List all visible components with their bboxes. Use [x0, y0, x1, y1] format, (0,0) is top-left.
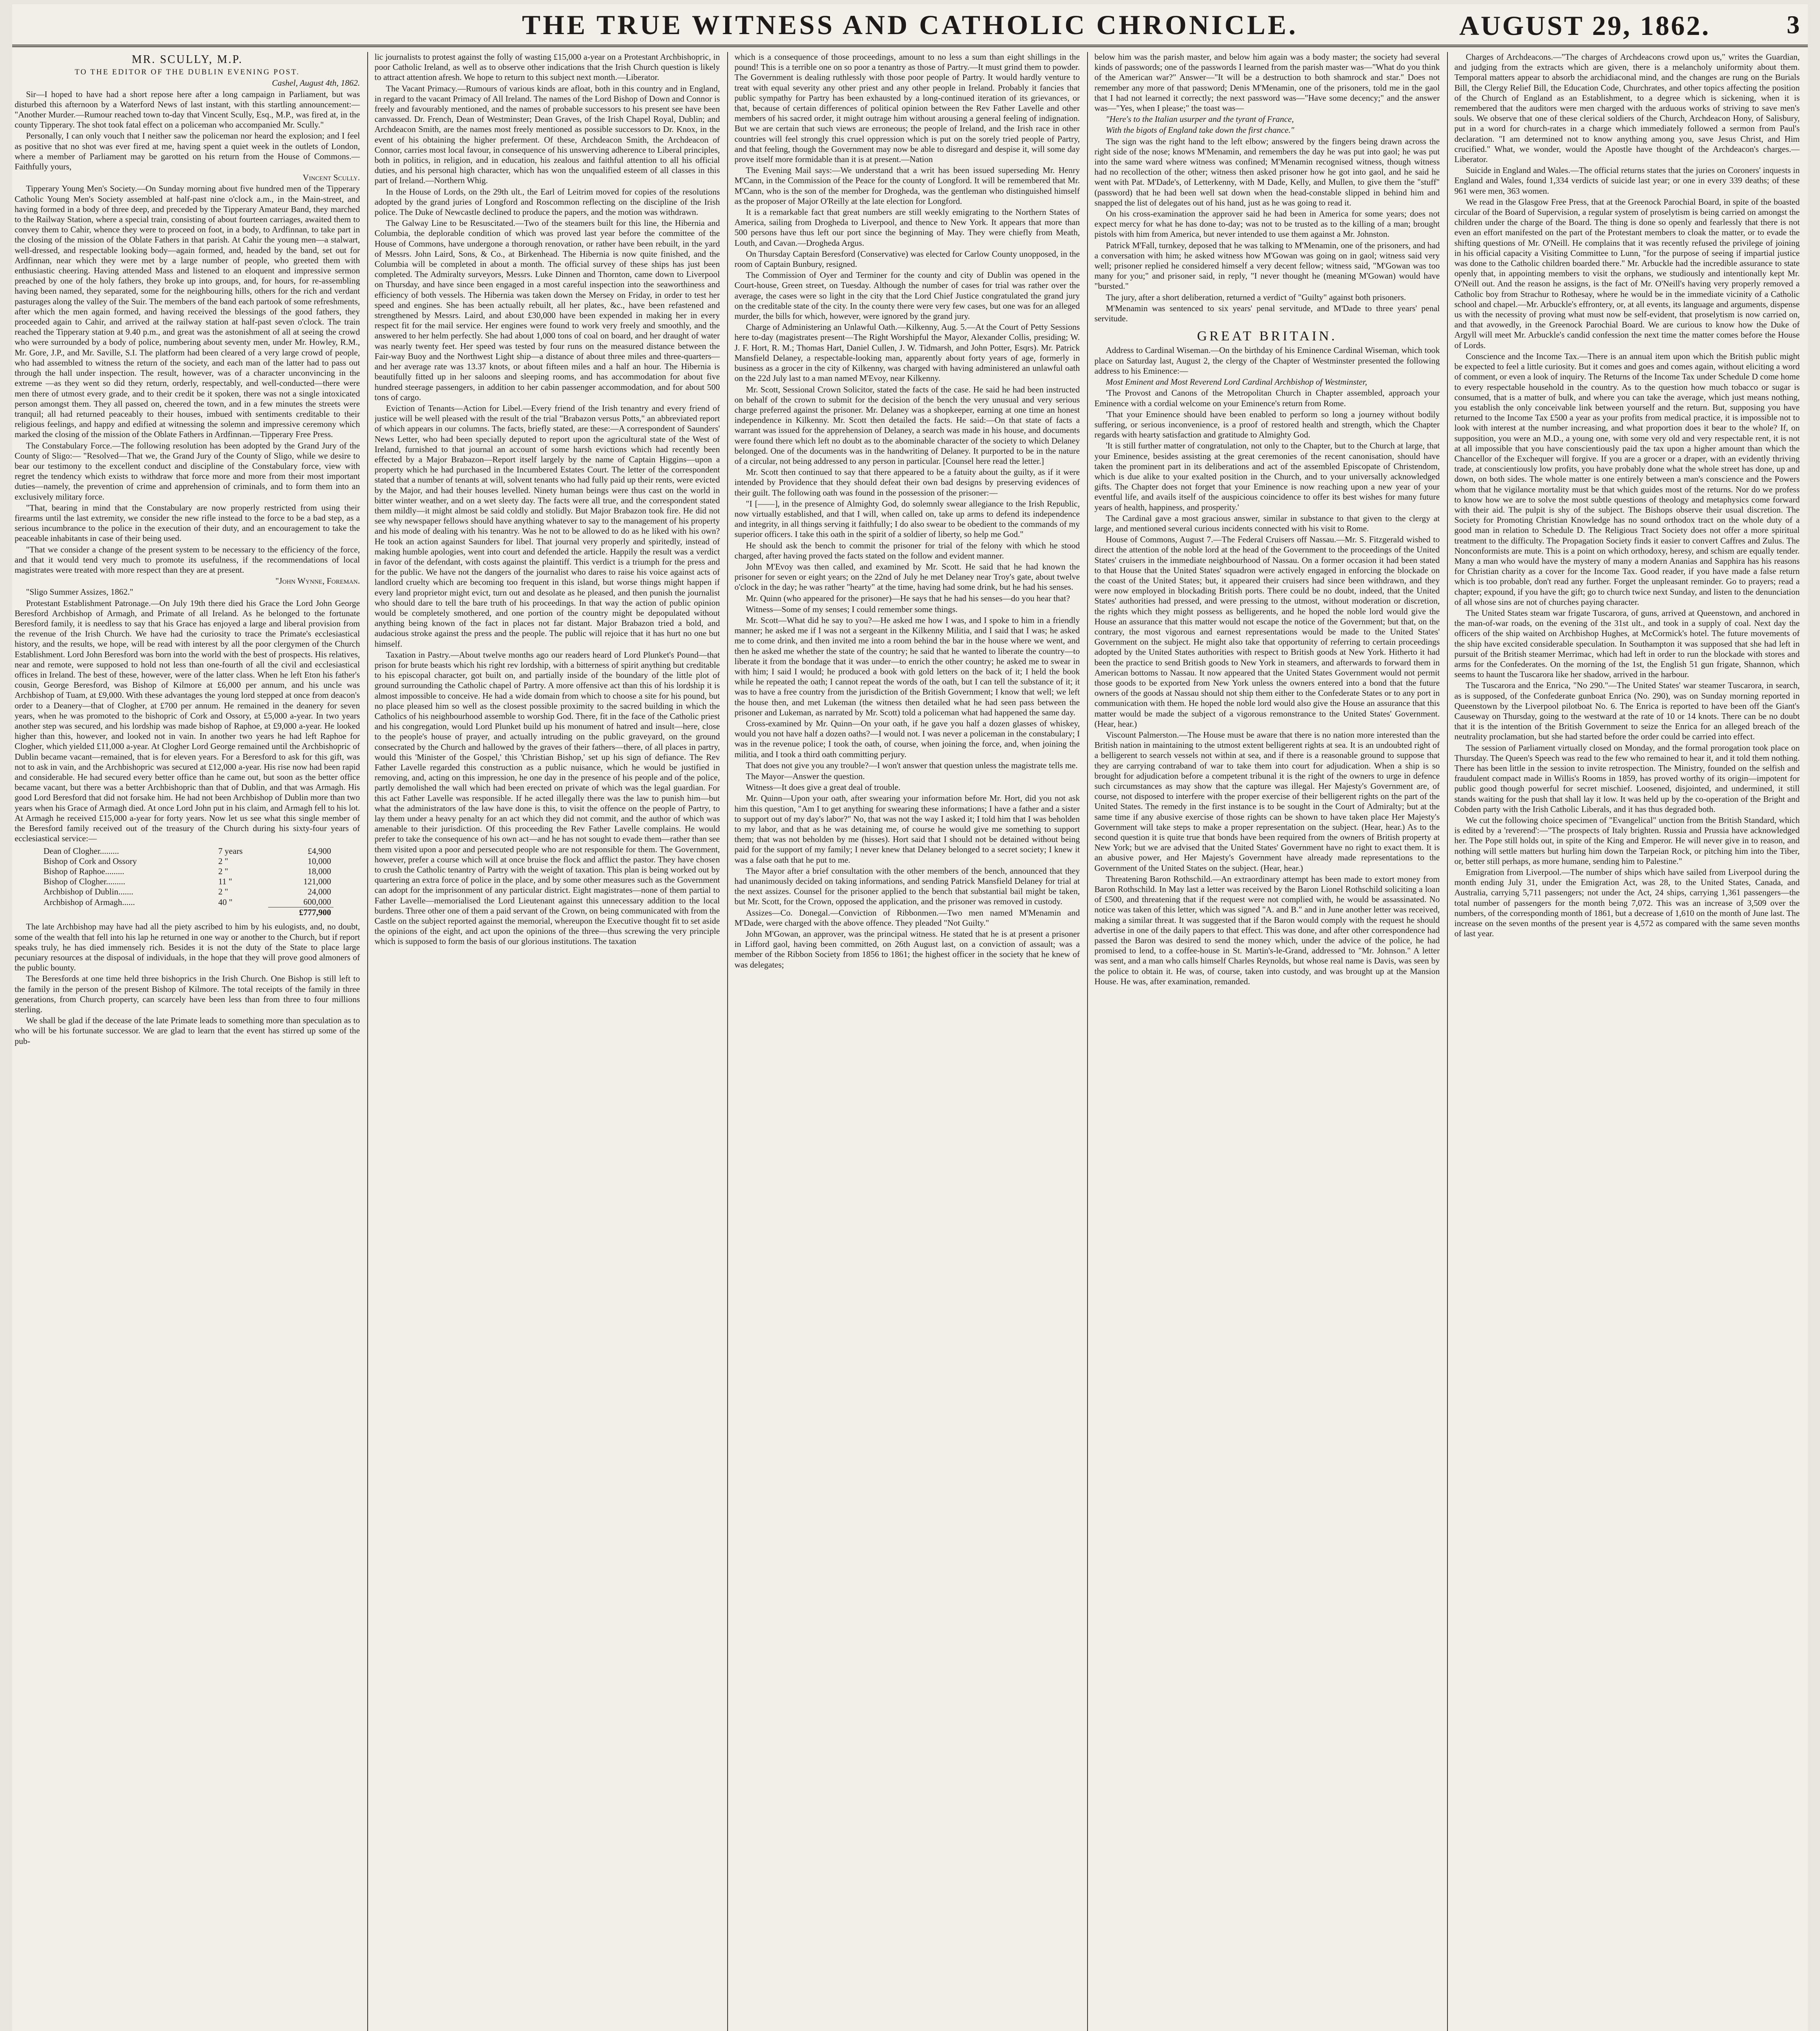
paragraph: The Commission of Oyer and Terminer for the county and city of Dublin was opened in the Court-house, Green street, on Tuesday. Although the number of cases for trial was rather over the average, the cases were so light in the city that the Lord Chief Justice congratulated the grand jury on the creditable state of the city. In the county there were very few cases, but one was for an alleged murder, the bills for which, however, were ignored by the grand jury.	[734, 270, 1080, 321]
paragraph: M'Menamin was sentenced to six years' penal servitude, and M'Dade to three years' penal servitude.	[1094, 303, 1440, 324]
paragraph: "That we consider a change of the present system to be necessary to the efficiency of the force, and that it would tend very much to promote its usefulness, if the recommendations of local magistrates were treated with more respect than they are at present.	[15, 544, 360, 575]
paragraph: Threatening Baron Rothschild.—An extraordinary attempt has been made to extort money from Baron Rothschild. In May last a letter was received by the Baron Lionel Rothschild soliciting a loan of £500, and threatening that if the request were not complied with, he would be assassinated. No notice was taken of this letter, which was signed "A. and B." and in June another letter was received, making a similar threat. It was suggested that if the Baron would comply with the request he should advertise in one of the daily papers to that effect. This was done, and after other correspondence had passed the Baron was desired to send the money which, under the advice of the police, he had promised to lend, to a coffee-house in St. Martin's-le-Grand, addressed to "Mr. Johnson." A letter was sent, and a man who calls himself Charles Reynolds, but whose real name is Davis, was seen by the police to obtain it. He was, of course, taken into custody, and was brought up at the Mansion House. He was, after examination, remanded.	[1094, 874, 1440, 986]
paragraph: The Cardinal gave a most gracious answer, similar in substance to that given to the clergy at large, and mentioned several curious incidents connected with his visit to Rome.	[1094, 513, 1440, 533]
table-row	[41, 866, 334, 877]
paragraph: Protestant Establishment Patronage.—On July 19th there died his Grace the Lord John George Beresford Archbishop of Armagh, and Primate of all Ireland. As he belonged to the fortunate Beresford family, it is needless to say that his Grace has enjoyed a large and liberal provision from the revenue of the Irish Church. We have had the curiosity to trace the Primate's ecclesiastical history, and the results, we hope, will be read with interest by all the poor clergymen of the Church Establishment. Lord John Beresford was born into the world with the best of prospects. His relatives, near and remote, were supposed to hold not less than one-fourth of all the civil and ecclesiastical offices in Ireland. The best of these, however, were of the latter class. When he left Eton his father's cousin, George Beresford, was Bishop of Kilmore at £6,000 per annum, and his uncle was Archbishop of Tuam, at £9,000. With these advantages the young lord stepped at once from deacon's order to a Deanery—that of Clogher, at £700 per annum. He remained in the deanery for seven years, when he was promoted to the bishopric of Cork and Ossory, at £5,000 a-year. In two years another step was secured, and his lordship was made bishop of Raphoe, at £9,000 a-year. He looked higher than this, however, and looked not in vain. In another two years he had left Raphoe for Clogher, which yielded £11,000 a-year. At Clogher Lord George remained until the Archbishopric of Dublin became vacant—remained, that is for eleven years. For a Beresford to ask for this gift, was not to ask in vain, and the Archbishopric was secured at £12,000 a-year. His rise now had been rapid and considerable. He had secured every better office than he came out, but soon as the better office became vacant, but there was a better Archbishopric than that of Dublin, and that was Armagh. His good Lord Beresford that did not forsake him. He had not been Archbishop of Dublin more than two years when his Grace of Armagh died. At once Lord John put in his claim, and Armagh fell to his lot. At Armagh he received £15,000 a-year for forty years. Now let us see what this single member of the Beresford family received out of the treasury of the Church during his sixty-four years of ecclesiastical service:—	[15, 598, 360, 844]
article-subheading: TO THE EDITOR OF THE DUBLIN EVENING POST.	[74, 68, 300, 77]
paragraph: 'That your Eminence should have been enabled to perform so long a journey without bodily suffering, or serious inconvenience, is a proof of restored health and strength, which the Chapter regards with hearty satisfaction and gratitude to Almighty God.	[1094, 409, 1440, 440]
table-row	[41, 856, 334, 866]
paragraph: Taxation in Pastry.—About twelve months ago our readers heard of Lord Plunket's Pound—that prison for brute beasts which his right rev lordship, with a bitterness of spirit anything but creditable to his episcopal character, got built on, and partially inside of the boundary of the little plot of ground surrounding the Catholic chapel of Partry. A more offensive act than this of his lordship it is almost impossible to conceive. He had a wide domain from which to choose a site for his pound, but no place pleased him so well as the closest possible proximity to the sacred building in which the Catholics of his neighbourhood assemble to worship God. There, fit in the face of the Catholic priest and his congregation, would Lord Plunket build up his monument of hatred and insult—here, close to the people's house of prayer, and actually intruding on the public graveyard, on the ground consecrated by the Church and hallowed by the graves of their fathers—there, of all places in partry, would this 'Minister of the Gospel,' this 'Christian Bishop,' set up his sign of defiance. The Rev Father Lavelle regarded this construction as a public nuisance, which he would be justified in removing, and, acting on this impression, he one day in the presence of his people and of the police, partly demolished the wall which had been erected on private of which was the legal guardian. For this act Father Lavelle was responsible. If he acted illegally there was the law to punish him—but what the administrators of the law have done is this, to visit the offence on the people of Partry, to lay them under a heavy penalty for an act which they did not commit, and the author of which was amenable to their jurisdiction. Of this proceeding the Rev Father Lavelle complains. He would prefer to take the consequence of his own act—and he has not sought to evade them—rather than see them visited upon a poor and persecuted people who are not responsible for them. The Government, however, prefer a course which will at once bruise the flock and afflict the pastor. They have chosen to crush the Catholic tenantry of Partry with the weight of taxation. This plan is being worked out by quartering an extra force of police in the place, and by some other measures such as the Government can adopt for the imprisonment of any particular district. Eight magistrates—none of them partial to Father Lavelle—memorialised the Lord Lieutenant against this unnecessary addition to the local burdens. Three other one of them a paid servant of the Crown, on being communicated with from the Castle on the subject reported against the memorial, whereupon the Executive thought fit to set aside the opinions of the eight, and act upon the opinions of the three—thus screwing the very principle which is supposed to form the basis of our glorious institutions. The taxation	[375, 650, 720, 946]
paragraph: The sign was the right hand to the left elbow; answered by the fingers being drawn across the right side of the nose; knows M'Menamin, and remembers the day he was put into gaol; he was put into the same ward where witness was confined; M'Menamin recognised witness, though witness had no recollection of the other; witness then asked prisoner how he got into gaol, and he said he went with Pat. M'Dade's, of Letterkenny, with M Dade, Kelly, and Mullen, to give them the "stuff" (password) that he had been well sat down when the head-constable slipped in behind him and snapped the list of delegates out of his hand, just as he was going to read it.	[1094, 136, 1440, 208]
dateline: Cashel, August 4th, 1862.	[272, 78, 360, 88]
table-cell: 18,000	[308, 866, 331, 877]
column-1	[15, 52, 360, 2031]
table-cell: 600,000	[303, 897, 331, 907]
paragraph: The Mayor—Answer the question.	[746, 771, 865, 782]
salutation: Most Eminent and Most Reverend Lord Cardinal Archbishop of Westminster,	[1106, 377, 1367, 387]
table-cell: Bishop of Raphoe.........	[43, 866, 124, 877]
table-row	[41, 877, 334, 887]
table-cell: £4,900	[308, 846, 331, 856]
table-cell: Archbishop of Dublin.......	[43, 887, 134, 897]
paragraph: Patrick M'Fall, turnkey, deposed that he was talking to M'Menamin, one of the prisoners, and had a conversation with him; he asked witness how M'Gowan was going on in gaol; witness said very well; prisoner replied he considered himself a very decent fellow; witness said, "M'Gowan was too many for you;" and prisoner said, in reply, "I never thought he (meaning M'Gowan) would have "bursted."	[1094, 240, 1440, 291]
masthead	[12, 4, 1808, 47]
paragraph: The Mayor after a brief consultation with the other members of the bench, announced that they had unanimously decided on taking informations, and sending Patrick Mansfield Delaney for trial at the next assizes. Counsel for the prisoner applied to the bench that substantial bail might be taken, but Mr. Scott, for the Crown, opposed the application, and the prisoner was removed in custody.	[734, 866, 1080, 907]
paragraph: The jury, after a short deliberation, returned a verdict of "Guilty" against both prisoners.	[1106, 292, 1406, 302]
table-total-row	[41, 907, 334, 918]
table-cell: 40 "	[218, 897, 233, 907]
table-cell: Bishop of Clogher.........	[43, 877, 126, 887]
table-cell: 2 "	[218, 856, 228, 866]
table-cell: Dean of Clogher.........	[43, 846, 119, 856]
paragraph: The Vacant Primacy.—Rumours of various kinds are afloat, both in this country and in England, in regard to the vacant Primacy of All Ireland. The names of the Lord Bishop of Down and Connor is freely and favourably mentioned, and the names of probable successors to his present see have been canvassed. Dr. French, Dean of Westminster; Dean Graves, of the Irish Chapel Royal, Dublin; and Archdeacon Smith, are the names most freely mentioned as possible successors to Dr. Knox, in the event of his obtaining the higher preferment. Of these, Archdeacon Smith, the Archdeacon of Connor, carries most local favour, in consequence of his unswerving adherence to Liberal principles, both in politics, in religion, and in education, his zealous and faithful attention to all his official duties, and his personal high character, which has won the unqualified esteem of all classes in this part of Ireland.—Northern Whig.	[375, 83, 720, 186]
paragraph: John M'Evoy was then called, and examined by Mr. Scott. He said that he had known the prisoner for seven or eight years; on the 22nd of July he met Delaney near Troy's gate, about twelve o'clock in the day; he was rather "hearty" at the time, having had some drink, but he had his senses.	[734, 561, 1080, 592]
signature: Vincent Scully.	[303, 173, 360, 183]
table-cell: 2 "	[218, 866, 228, 877]
table-cell: 11 "	[218, 877, 232, 887]
column-3	[734, 52, 1080, 2031]
paragraph: The Constabulary Force.—The following resolution has been adopted by the Grand Jury of the County of Sligo:— "Resolved—That we, the Grand Jury of the County of Sligo, while we desire to bear our testimony to the excellent conduct and discipline of the Constabulary force, view with regret the tendency which exists to withdraw that force more and more from their most important duties—namely, the prevention of crime and apprehension of criminals, and to form them into an exclusively military force.	[15, 440, 360, 502]
column-5	[1454, 52, 1800, 2031]
verse-line: With the bigots of England take down the first chance."	[1106, 125, 1294, 135]
paragraph: below him was the parish master, and below him again was a body master; the society had several kinds of passwords; one of the passwords I learned from the parish master was—"What do you think of the American war?" Answer—"It will be a destruction to both shamrock and star." Does not remember any more of that password; Denis M'Menamin, one of the prisoners, told me in the gaol that I had not learned it correctly; the next password was—"Have some decency;" and the answer was—"Yes, when I please;" the toast was—	[1094, 52, 1440, 113]
paragraph: Charges of Archdeacons.—"The charges of Archdeacons crowd upon us," writes the Guardian, and judging from the extracts which are given, there is a melancholy uniformity about them. Temporal matters appear to absorb the archidiaconal mind, and the changes are rung on the Burials Bill, the Clergy Relief Bill, the Education Code, Churchrates, and other topics affecting the position of the Church of England as an Establishment, to a degree which is sickening, when it is remembered that the auditors were men charged with the arduous works of striving to save men's souls. We observe that one of these clerical soldiers of the Church, Archdeacon Hony, of Salisbury, put in a word for church-rates in a charge which immediately followed a sermon from Paul's declaration. "I am determined not to know anything among you, save Jesus Christ, and Him crucified." What, we wonder, would the Apostle have thought of the Archdeacon's charges.—Liberator.	[1454, 52, 1800, 165]
paragraph: That does not give you any trouble?—I won't answer that question unless the magistrate tells me.	[746, 760, 1078, 770]
paragraph: Witness—It does give a great deal of trouble.	[746, 782, 901, 792]
paragraph: The session of Parliament virtually closed on Monday, and the formal prorogation took place on Thursday. The Queen's Speech was read to the few who remained to hear it, and it told them nothing. There has been little in the session to invite retrospection. The Ministry, founded on the selfish and fraudulent compact made in Willis's Rooms in 1859, has proved worthy of its origin—impotent for public good though powerful for secret mischief. Loosened, disjointed, and undermined, it still stands waiting for the push that shall lay it low. It was held up by the co-operation of the Bright and Cobden party with the Irish Catholic Liberals, and it has thus degraded both.	[1454, 743, 1800, 814]
paragraph: Emigration from Liverpool.—The number of ships which have sailed from Liverpool during the month ending July 31, under the Emigration Act, was 28, to the United States, Canada, and Australia, carrying 5,711 passengers; not under the Act, 24 ships, carrying 1,361 passengers—the total number of passengers for the month being 7,072. This was an increase of 3,509 over the numbers, of the corresponding month of 1861, but a decrease of 1,610 on the month of June last. The increase on the seven months of the present year is 4,572 as compared with the same seven months of last year.	[1454, 867, 1800, 939]
section-heading: GREAT BRITAIN.	[1197, 329, 1337, 344]
column-2	[375, 52, 720, 2031]
paragraph: The United States steam war frigate Tuscarora, of guns, arrived at Queenstown, and anchored in the man-of-war roads, on the evening of the 31st ult., and took in a supply of coal. Next day the officers of the ship waited on Archbishop Hughes, at McCormick's hotel. The future movements of the ship have excited considerable speculation. In Southampton it was supposed that she had left in pursuit of the British steamer Merrimac, which had left in order to run the blockade with stores and arms for the Confederates. On the morning of the 1st, the English 51 gun frigate, Shannon, which seems to haunt the Tuscarora like her shadow, arrived in the harbour.	[1454, 608, 1800, 680]
page-number: 3	[1787, 10, 1800, 39]
paragraph: Mr. Scott, Sessional Crown Solicitor, stated the facts of the case. He said he had been instructed on behalf of the crown to submit for the decision of the bench the very unusual and very serious charge preferred against the prisoner. Mr. Delaney was a shopkeeper, earning at one time an honest independence in Kilkenny. Mr. Scott then detailed the facts. He said:—On that state of facts a warrant was issued for the apprehension of Delaney, a search was made in his house, and documents were found there which left no doubt as to the abominable character of the society to which Delaney belonged. One of the documents was in the handwriting of Delaney. It purported to be in the nature of a circular, not being addressed to any person in particular. [Counsel here read the letter.]	[734, 384, 1080, 466]
paragraph: The Galway Line to be Resuscitated.—Two of the steamers built for this line, the Hibernia and Columbia, the deplorable condition of which was proved last year before the committee of the House of Commons, have undergone a thorough renovation, or rather have been rebuilt, in the yard of Messrs. John Laird, Sons, & Co., at Birkenhead. The Hibernia is now quite finished, and the Columbia will be completed in about a month. The official survey of these ships has just been completed. The Admiralty surveyors, Messrs. Luke Dinnen and Thornton, came down to Liverpool on Thursday, and have since been engaged in a most careful inspection into the seaworthiness and efficiency of both vessels. The Hibernia was taken down the Mersey on Friday, in order to test her speed and engines. She has been actually rebuilt, all her plates, &c., have been refastened and strengthened by Messrs. Laird, and about £30,000 have been expended in making her in every respect fit for the mail service. Her engines were found to work very freely and smoothly, and the answered to her helm perfectly. She had about 1,000 tons of coal on board, and her draught of water was nearly twenty feet. Her speed was tested by four runs on the measured distance between the Fair-way Buoy and the Northwest Light ship—a distance of about three miles and three-quarters—and her average rate was 13.37 knots, or about fifteen miles and a half an hour. The Hibernia is beautifully fitted up in her saloons and sleeping rooms, and has accommodation for about five hundred steerage passengers, in addition to her cabin passenger accommodation, and for about 500 tons of cargo.	[375, 218, 720, 402]
paragraph: On Thursday Captain Beresford (Conservative) was elected for Carlow County unopposed, in the room of Captain Bunbury, resigned.	[734, 249, 1080, 269]
column-4	[1094, 52, 1440, 2031]
paragraph: We shall be glad if the decease of the late Primate leads to something more than speculation as to who will be his fortunate successor. We are glad to learn that the event has stirred up some of the pub-	[15, 1016, 360, 1046]
paragraph: It is a remarkable fact that great numbers are still weekly emigrating to the Northern States of America, sailing from Drogheda to Liverpool, and thence to New York. It appears that more than 500 persons have thus left our port since the beginning of May. They were chiefly from Meath, Louth, and Cavan.—Drogheda Argus.	[734, 207, 1080, 248]
article-heading: MR. SCULLY, M.P.	[132, 53, 243, 66]
paragraph: Sir—I hoped to have had a short repose here after a long campaign in Parliament, but was disturbed this afternoon by a Waterford News of last instant, with this startling announcement:— "Another Murder.—Rumour reached town to-day that Vincent Scully, Esq., M.P., was fired at, in the county Tipperary. The shot took fatal effect on a policeman who accompanied Mr. Scully."	[15, 89, 360, 130]
paragraph: 'The Provost and Canons of the Metropolitan Church in Chapter assembled, approach your Eminence with a cordial welcome on your Eminence's return from Rome.	[1094, 388, 1440, 408]
paragraph: Tipperary Young Men's Society.—On Sunday morning about five hundred men of the Tipperary Catholic Young Men's Society assembled at half-past nine o'clock a.m., in the Main-street, and having formed in a body of three deep, and preceded by the Tipperary Amateur Band, they marched to the Railway Station, where a special train, consisting of about fourteen carriages, awaited them to convey them to Cahir, whence they were to proceed on foot, in a body, to Ardfinnan, to take part in the closing of the mission of the Oblate Fathers in that parish. At Cahir the young men—a stalwart, well-dressed, and respectable looking body—again formed, and, headed by the band, set out for Ardfinnan, near which they were met by a large number of people, who greeted them with enthusiastic cheering. Having attended Mass and listened to an eloquent and impressive sermon preached by one of the holy fathers, they broke up into groups, and, for hours, for re-assembling having been named, they separated, some for the neighbouring hills, others for the rich and verdant pasturages along the valley of the Suir. The members of the band each partook of some refreshments, after which the men again formed, and having received the blessings of the good fathers, they proceeded again to Cahir, and arrived at the railway station at half-past seven o'clock. The train reached the Tipperary station at 9.40 p.m., and great was the astonishment of all at seeing the crowd who were surrounded by a body of police, numbering about seventy men, under Mr. Howley, R.M., Mr. Gore, J.P., and Mr. Saville, S.I. The platform had been cleared of a very large crowd of people, who had assembled to witness the return of the society, and each man of the latter had to pass out through the hall under inspection. The result, however, was of a character unconvincing in the extreme —as they went so did they return, orderly, respectably, and well-conducted—there were men there of utmost every grade, and to their credit be it spoken, there was not a single intoxicated person amongst them. They all passed on, cheered the town, and in a few minutes the streets were tranquil; all had returned peaceably to their houses, imbued with sentiments creditable to their religious feelings, and happy and edified at witnessing the solemn and impressive ceremony which marked the closing of the mission of the Oblate Fathers in Ardfinnan.—Tipperary Free Press.	[15, 184, 360, 440]
paragraph: He should ask the bench to commit the prisoner for trial of the felony with which he stood charged, after having proved the facts stated on the follow and evident manner.	[734, 540, 1080, 561]
paragraph: Mr. Scott then continued to say that there appeared to be a fatuity about the guilty, as if it were intended by Providence that they should defeat their own bad designs by preserving evidences of their guilt. The following oath was found in the possession of the prisoner:—	[734, 467, 1080, 498]
table-cell: Archbishop of Armagh......	[43, 897, 135, 907]
newspaper-page	[12, 4, 1808, 2031]
paragraph: In the House of Lords, on the 29th ult., the Earl of Leitrim moved for copies of the resolutions adopted by the grand juries of Longford and Roscommon reflecting on the discipline of the Irish police. The Duke of Newcastle declined to produce the papers, and the motion was withdrawn.	[375, 186, 720, 217]
paragraph: "I [——], in the presence of Almighty God, do solemnly swear allegiance to the Irish Republic, now virtually established, and that I will, when called on, take up arms to defend its independence and integrity, in all things serving it faithfully; I do also swear to be obedient to the commands of my superior officers. I take this oath in the spirit of a soldier of liberty, so help me God."	[734, 498, 1080, 539]
paragraph: Assizes—Co. Donegal.—Conviction of Ribbonmen.—Two men named M'Menamin and M'Dade, were charged with the above offence. They pleaded "Not Guilty."	[734, 907, 1080, 928]
income-table	[41, 846, 334, 918]
paragraph: Mr. Quinn (who appeared for the prisoner)—He says that he had his senses—do you hear that?	[746, 593, 1070, 603]
paragraph: The late Archbishop may have had all the piety ascribed to him by his eulogists, and, no doubt, some of the wealth that fell into his lap he returned in one way or another to the Church, but if report speaks truly, he has died immensely rich. Besides it is not the duty of the State to place large pecuniary resources at the disposal of individuals, in the hope that they will prove good almoners of the public bounty.	[15, 922, 360, 973]
paragraph: lic journalists to protest against the folly of wasting £15,000 a-year on a Protestant Archbishopric, in poor Catholic Ireland, as well as to observe other indications that the Irish Church question is likely to attract attention afresh. We hope to return to this subject next month.—Liberator.	[375, 52, 720, 82]
table-cell: Bishop of Cork and Ossory	[43, 856, 137, 866]
paragraph: Mr. Quinn—Upon your oath, after swearing your information before Mr. Hort, did you not ask him this question, "Am I to get anything for swearing these informations; I have a father and a sister to support out of my day's labor?" No, that was not the way I asked it; I told him that I was beholden to my labor, and that as he was detaining me, of course he would give me something to support them; that was not beholden by me (hisses). Hort said that I should not be detained without being paid for the support of my family; I never knew that Delaney belonged to a secret society; I knew it was a false oath that he put to me.	[734, 793, 1080, 865]
paragraph: The Tuscarora and the Enrica, "No 290."—The United States' war steamer Tuscarora, in search, as is supposed, of the Confederate gunboat Enrica (No. 290), was on Sunday morning reported in Queenstown by the Liverpool pilotboat No. 6. The Enrica is reported to have been off the Giant's Causeway on Thursday, going to the westward at the rate of 10 or 14 knots. There can be no doubt that it is the intention of the British Government to seize the Enrica for an alleged breach of the neutrality proclamation, but she had started before the order could be carried into effect.	[1454, 680, 1800, 742]
table-cell: 24,000	[308, 887, 331, 897]
newspaper-title: THE TRUE WITNESS AND CATHOLIC CHRONICLE.	[522, 9, 1298, 40]
paragraph: We cut the following choice specimen of "Evangelical" unction from the British Standard, which is edited by a 'reverend':—"The prospects of Italy brighten. Russia and Prussia have acknowledged her. The Pope still holds out, in spite of the King and Emperor. He will never give in to reason, and nothing will settle matters but hurling him down the Tarpeian Rock, or pitching him into the Tiber, or, better still perhaps, as more humane, sending him to Palestine."	[1454, 815, 1800, 866]
verse-line: "Here's to the Italian usurper and the tyrant of France,	[1106, 114, 1294, 124]
table-cell: £777,900	[268, 907, 334, 918]
paragraph: Personally, I can only vouch that I neither saw the policeman nor heard the explosion; and I feel as positive that no shot was ever fired at me, having spent a quiet week in the outlets of London, where a member of Parliament may be garotted on his return from the House of Commons.—Faithfully yours,	[15, 131, 360, 172]
paragraph: Conscience and the Income Tax.—There is an annual item upon which the British public might be expected to feel a little curiosity. But it comes and goes and comes again, without eliciting a word of comment, or even a look of inquiry. The Returns of the Income Tax under Schedule D come home to every respectable household in the country. As to the question how much tobacco or sugar is consumed, that is a matter of bulk, and where you can take the average, which just means nothing, you establish the only conceivable link between yourself and the return. But, supposing you have returned to the Income Tax £500 a year as your profits from medical practice, it is impossible not to look with interest at the number increasing, and what proportion does it bear to the whole? If, on supposition, you were an M.D., a young one, with some very old and very respectable rent, it is not at all impossible that you have conscientiously paid the tax upon a higher amount than which the Chancellor of the Exchequer will forgive. If you are a grocer or a draper, with an evidently thriving trade, at conscientiously low profits, you have probably done what the whole street has done, up and down, on both sides. The whole matter is one entirely between a man's conscience and the Powers whom that he vigilance mortality must be that which guides most of the returns. Nor do we profess to know how we are to solve the most subtle questions of theology and metaphysics come forward with their aid. The pulpit is shy of the subject. The Bishops observe their usual discretion. The Society for Promoting Christian Knowledge has no sound orthodox tract on the whole duty of a good man in relation to Schedule D. The Religious Tract Society does not offer a more spiritual treatment to the difficulty. The Propagation Society finds it easier to convert Caffres and Zulus. The Nonconformists are mute. This is a point on which orthodoxy, heresy, and schism are equally tender. Many a man who would have the mystery of many a modern Ananias and Sapphira has his reasons for Christian charity as a cover for the Income Tax. Good reader, if you have made a false return which is too probable, don't read any further. Forget the unpleasant reminder. Go to prayers; read a chapter; expound, if you have the gift; go to church twice next Sunday, and listen to the denunciation of all whose sins are not of churches paying character.	[1454, 351, 1800, 607]
paragraph: We read in the Glasgow Free Press, that at the Greenock Parochial Board, in spite of the boasted circular of the Board of Supervision, a regular system of proselytism is being carried on amongst the children under the charge of the Board. The thing is done so openly and fearlessly that there is not even an effort manifested on the part of the Protestant members to cloak the matter, or to evade the shifting questions of Mr. O'Neill. He complains that it was recently refused the privilege of joining in his official capacity a Visiting Committee to Lunn, "for the purpose of seeing if impartial justice was done to the Catholic children boarded there." Mr. Arbuckle had the incredible assurance to state openly that, in appointing members to visit the orphans, we studiously and intentionally kept Mr. O'Neill out. And the reason he assigns, is the fact of Mr. O'Neill's having very properly removed a Catholic boy from Strachur to Rothesay, where he would be in the immediate vicinity of a Catholic school and chapel.—Mr. Arbuckle's effrontery, or, at all events, its language and arguments, dispense us with the necessity of proving what must now be self-evident, that proselytism is now carried on, and that avowedly, in the Greenock Parochial Board. We are curious to know how the Duke of Argyll will meet Mr. Arbuckle's candid confession the next time the matter comes before the House of Lords.	[1454, 197, 1800, 350]
paragraph: John M'Gowan, an approver, was the principal witness. He stated that he is at present a prisoner in Lifford gaol, having been committed, on 26th August last, on a conviction of assault; was a member of the Ribbon Society from 1856 to 1861; the highest officer in the society that he knew of was delegates;	[734, 929, 1080, 970]
paragraph: The Beresfords at one time held three bishoprics in the Irish Church. One Bishop is still left to the family in the person of the present Bishop of Kilmore. The total receipts of the family in three generations, from Church property, can scarcely have been less than from three to four millions sterling.	[15, 974, 360, 1015]
paragraph: Charge of Administering an Unlawful Oath.—Kilkenny, Aug. 5.—At the Court of Petty Sessions here to-day (magistrates present—The Right Worshipful the Mayor, Alexander Collis, presiding; W. J. F. Hort, R. M.; Thomas Hart, Daniel Cullen, J. W. Tidmarsh, and John Potter, Esqrs). Mr. Patrick Mansfield Delaney, a respectable-looking man, apparently about forty years of age, formerly in business as a grocer in the city of Kilkenny, was charged with having administered an unlawful oath on the 22d July last to a man named M'Evoy, near Kilkenny.	[734, 322, 1080, 383]
paragraph: Address to Cardinal Wiseman.—On the birthday of his Eminence Cardinal Wiseman, which took place on Saturday last, August 2, the clergy of the Chapter of Westminster presented the following address to his Eminence:—	[1094, 345, 1440, 376]
paragraph: 'It is still further matter of congratulation, not only to the Chapter, but to the Church at large, that your Eminence, besides assisting at the great ceremonies of the recent canonisation, should have taken the prominent part in its deliberations and act of the assembled Episcopate of Christendom, which is due alike to your exalted position in the Church, and to your universally acknowledged gifts. The Chapter does not forget that your Eminence is now reaching upon a new year of your eventful life, and avails itself of the auspicious coincidence to offer its best wishes for many future years of health, happiness, and prosperity.'	[1094, 441, 1440, 512]
table-cell: 2 "	[218, 887, 228, 897]
table-cell: 7 years	[218, 846, 243, 856]
signature: "John Wynne, Foreman.	[275, 576, 360, 586]
paragraph: "Sligo Summer Assizes, 1862."	[26, 587, 133, 597]
paragraph: Suicide in England and Wales.—The official returns states that the juries on Coroners' inquests in England and Wales, found 1,334 verdicts of suicide last year; or one in every 339 deaths; of these 961 were men, 363 women.	[1454, 165, 1800, 196]
paragraph: On his cross-examination the approver said he had been in America for some years; does not expect mercy for what he has done to-day; was not to be trusted as to the killing of a man; brought pistols with him from America, but never intended to use them against a Mr. Johnston.	[1094, 209, 1440, 239]
table-cell: 121,000	[303, 877, 331, 887]
issue-date: AUGUST 29, 1862.	[1459, 10, 1710, 41]
paragraph: Mr. Scott—What did he say to you?—He asked me how I was, and I spoke to him in a friendly manner; he asked me if I was not a sergeant in the Kilkenny Militia, and I said that I was; he asked me to come drink, and then invited me into a room behind the bar in the house where we went, and then he asked me whether the state of the country; he said that he wanted to liberate the country—to liberate it from the bondage that it was under—to enrich the other country; he asked me to swear in with him; I said I would; he produced a book with gold letters on the back of it; I held the book while he repeated the oath; I cannot repeat the words of the oath, but I can tell the substance of it; it was to have a free country from the jurisdiction of the British Government; I know that well; we left the house then, and met Lukeman (the witness then detailed what he had seen pass between the prisoner and Lukeman, as narrated by Mr. Scott) told a policeman what had happened the same day.	[734, 615, 1080, 717]
paragraph: Cross-examined by Mr. Quinn—On your oath, if he gave you half a dozen glasses of whiskey, would you not have half a dozen oaths?—I would not. I was never a policeman in the constabulary; I was in the revenue police; I took the oath, of course, when joining the force, and, when joining the militia, and I took a third oath committing perjury.	[734, 719, 1080, 759]
table-row	[41, 897, 334, 907]
paragraph: Witness—Some of my senses; I could remember some things.	[746, 604, 958, 614]
paragraph: Viscount Palmerston.—The House must be aware that there is no nation more interested than the British nation in maintaining to the utmost extent belligerent rights at sea. It is an undoubted right of a belligerent to search vessels not within at sea, and if there is a reasonable ground to suppose that they are carrying contraband of war to take them into court for adjudication. When a ship is so brought for adjudication before a competent tribunal it is the right of the owners to urge in defence such circumstances as may show that the capture was illegal. Her Majesty's Government are, of course, not disposed to interfere with the proper exercise of their belligerent rights on the part of the United States. The remedy in the first instance is to be sought in the Court of Admiralty; but at the same time if any abusive exercise of those rights can be shown to have taken place Her Majesty's Government will take steps to make a proper representation on the subject. (Hear, hear.) As to the second question it is quite true that bonds have been required from the owners of British property at New York; but we are advised that the United States' Government have no right to exact them. It is an abusive power, and Her Majesty's Government have already made representations to the Government of the United States on the subject. (Hear, hear.)	[1094, 730, 1440, 873]
table-cell: 10,000	[308, 856, 331, 866]
paragraph: Eviction of Tenants—Action for Libel.—Every friend of the Irish tenantry and every friend of justice will be well pleased with the result of the trial "Brabazon versus Potts," an abbreviated report of which appears in our columns. The facts, briefly stated, are these:—A correspondent of Saunders' News Letter, who had been specially deputed to report upon the agricultural state of the West of Ireland, furnished to that journal an account of some harsh evictions which had recently been effected by a Major Brabazon—Report itself largely by the name of Captain Higgins—upon a property which he had purchased in the Incumbered Estates Court. The letter of the correspondent stated that a number of tenants at will, solvent tenants who had fully paid up their rents, were evicted by the Major, and had their houses levelled. Ninety human beings were thus cast on the world in bitter winter weather, and on a wet sleety day. The facts were all true, and the correspondent stated them mildly—it might almost be said coldly and stolidly. But Major Brabazon took fire. He did not see why newspaper fellows should have anything whatever to say to the management of his property and his mode of dealing with his tenantry. Was he not to be allowed to do as he liked with his own? He took an action against Saunders for libel. That journal very properly and spiritedly, instead of making humble apologies, went into court and defended the article. Happily the result was a verdict in favor of the defendant, with costs against the plaintiff. This verdict is a triumph for the press and for the public. We have not the dangers of the journalist who dares to raise his voice against acts of landlord cruelty which are becoming too frequent in this island, but worse things might happen if every land proprietor might evict, turn out and desolate as he pleased, and then punish the journalist who should dare to tell the bare truth of his proceedings. In that way the action of public opinion would be completely smothered, and one portion of the country might be depopulated without anything being known of the fact in places not far distant. Major Brabazon tried a bold, and audacious stroke against the press and the people. The public will rejoice that it has hurt no one but himself.	[375, 403, 720, 649]
table-row	[41, 846, 334, 856]
paragraph: "That, bearing in mind that the Constabulary are now properly restricted from using their firearms until the last extremity, we consider the new rifle instead to the force to be a bad step, as a serious incumbrance to the police in the execution of their duty, and an encouragement to take the peaceable inhabitants in case of their being used.	[15, 502, 360, 543]
columns	[12, 52, 1808, 2031]
table-row	[41, 887, 334, 897]
paragraph: House of Commons, August 7.—The Federal Cruisers off Nassau.—Mr. S. Fitzgerald wished to direct the attention of the noble lord at the head of the Government to the proceedings of the United States' cruisers in the immediate neighbourhood of Nassau. On a former occasion it had been stated to that House that the United States' squadron were actively engaged in enforcing the blockade on the coast of the United States; but, it appeared their cruisers had since been withdrawn, and they were now employed in blockading British ports. There could be no doubt, indeed, that the United States' authorities had pressed, and were pressing to the utmost, without moderation or discretion, the rights which they might possess as belligerents, and he hoped the noble lord would give the House an assurance that this matter would not escape the notice of the Government; but that, on the contrary, the most vigorous and earnest representations would be made to the United States' Government on the subject. He might also take that opportunity of referring to certain proceedings adopted by the United States authorities with respect to British goods at New York. Hitherto it had been the practice to send British goods to New York in steamers, and afterwards to forward them in American bottoms to Nassau. It now appeared that the United States Government would not permit those goods to be exported from New York unless the owners entered into a bond that the future owners of the goods at Nassau should not ship them either to the Confederate States or to any port in communication with them. He hoped the noble lord would also give the House an assurance that this matter would be made the subject of a vigorous remonstrance to the United States' Government. (Hear, hear.)	[1094, 535, 1440, 729]
table-cell	[41, 907, 216, 918]
paragraph: which is a consequence of those proceedings, amount to no less a sum than eight shillings in the pound! This is a terrible one on so poor a tenantry as those of Partry.—It must grind them to powder. The Government is dealing ruthlessly with those poor people of Partry. It would hardly venture to treat with equal severity any other priest and any other people in Ireland. Probably it fancies that public sympathy for Partry has been exhausted by a long-continued iteration of its grievances, or that, because of certain differences of political opinion between the Rev Father Lavelle and other members of his sacred order, it might outrage him without arousing a general feeling of indignation. But we are certain that such views are erroneous; the people of Ireland, and the Irish race in other countries will feel strongly this cruel oppression which is put on the sorely tried people of Partry, and that feeling, though the Government may now be able to disregard and despise it, will some day prove itself more formidable than it is at present.—Nation	[734, 52, 1080, 165]
paragraph: The Evening Mail says:—We understand that a writ has been issued superseding Mr. Henry M'Cann, in the Commission of the Peace for the county of Longford. It will be remembered that Mr. M'Cann, who is the son of the member for Drogheda, was the gentleman who distinguished himself as the proposer of Major O'Reilly at the late election for Longford.	[734, 165, 1080, 206]
table-cell	[216, 907, 268, 918]
